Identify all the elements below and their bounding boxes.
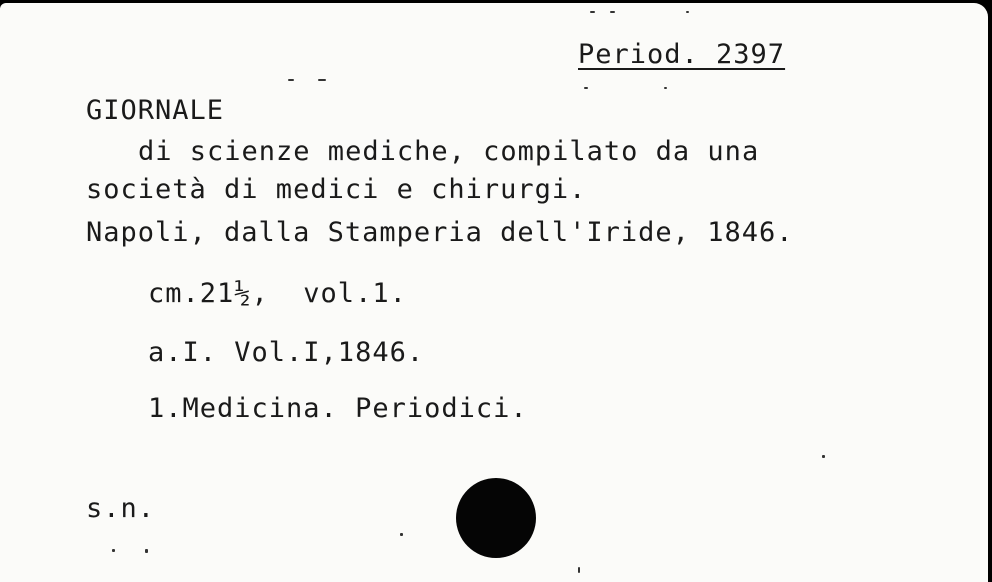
holdings-line: a.I. Vol.I,1846. <box>148 337 425 368</box>
scan-speck <box>288 79 294 81</box>
card-heading: GIORNALE <box>86 95 225 126</box>
subject-tracing: 1.Medicina. Periodici. <box>148 393 528 424</box>
scan-speck <box>610 11 615 13</box>
card-punch-hole <box>456 478 536 558</box>
scan-speck <box>400 533 403 536</box>
title-line-1: di scienze mediche, compilato da una <box>138 136 760 167</box>
scan-speck <box>112 549 115 552</box>
title-line-2: società di medici e chirurgi. <box>86 174 587 205</box>
imprint-line: Napoli, dalla Stamperia dell'Iride, 1846. <box>86 217 794 248</box>
scan-speck <box>590 11 595 13</box>
collation-line: cm.21½, vol.1. <box>148 278 407 309</box>
scan-speck <box>318 79 326 81</box>
scan-speck <box>822 455 825 458</box>
shelfmark: Period. 2397 <box>578 39 786 70</box>
scan-speck <box>664 87 667 89</box>
scan-speck <box>584 87 588 89</box>
scan-speck <box>686 11 689 13</box>
scan-speck <box>145 549 148 553</box>
scan-speck <box>578 567 580 573</box>
catalog-card <box>0 3 988 582</box>
footer-note: s.n. <box>86 493 156 524</box>
